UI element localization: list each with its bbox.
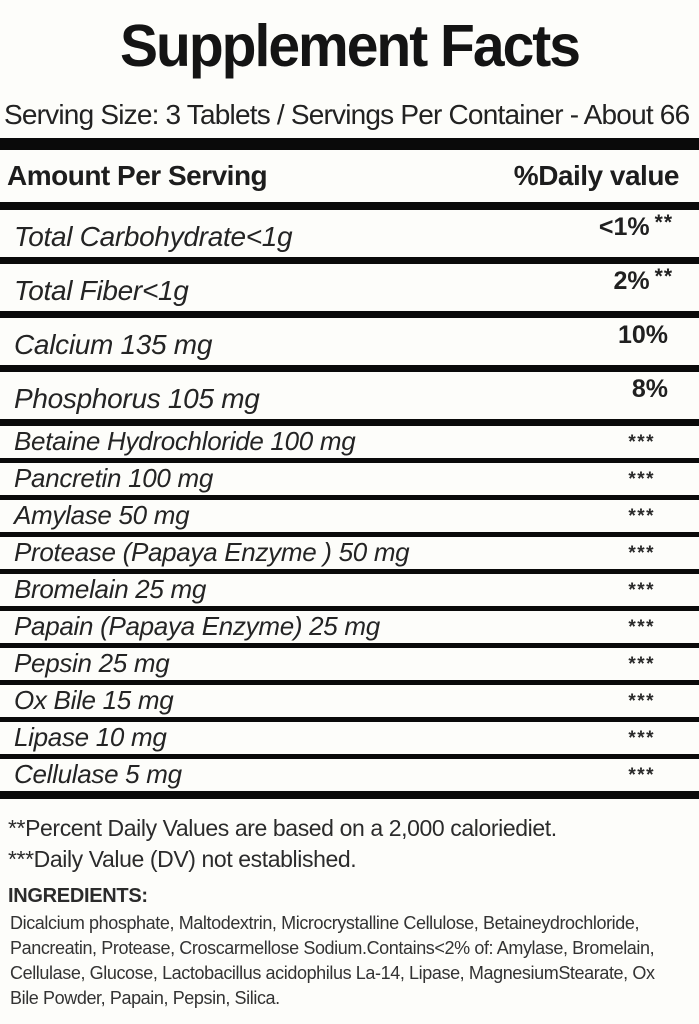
table-header-row (0, 150, 699, 202)
ingredients-list: Dicalcium phosphate, Maltodextrin, Microcrystalline Cellulose, Betaineydrochloride, Pancreatin, Protease, Croscarmellose Sodium.Contains<2% of: Amylase, Bromelain, Cellulase, Glucose, Lactobacillus acidophilus La-14, Lipase, MagnesiumStearate, Ox Bile Powder, Papain, Pepsin, Silica. (10, 913, 655, 1008)
daily-value-cell (628, 685, 699, 717)
daily-value-cell (628, 463, 699, 495)
daily-value-cell (614, 264, 699, 311)
daily-value-asterisks: ** (654, 211, 673, 234)
daily-value-asterisks: *** (628, 469, 655, 490)
daily-value-number: 8% (631, 375, 668, 403)
daily-value-cell (628, 648, 699, 680)
table-row (0, 722, 699, 754)
table-row (0, 318, 699, 365)
nutrient-name: Protease (Papaya Enzyme ) 50 mg (14, 537, 410, 567)
nutrient-name: Total Carbohydrate<1g (14, 221, 293, 252)
table-row (0, 574, 699, 606)
daily-value-cell (618, 318, 699, 365)
page-title: Supplement Facts (120, 12, 579, 80)
nutrient-name: Betaine Hydrochloride 100 mg (14, 426, 356, 456)
table-row (0, 611, 699, 643)
nutrient-name: Calcium 135 mg (14, 329, 213, 360)
daily-value-asterisks: *** (628, 580, 655, 601)
daily-value-asterisks: *** (628, 543, 655, 564)
row-divider (0, 791, 699, 799)
daily-value-cell (628, 759, 699, 791)
row-divider (0, 365, 699, 372)
nutrient-name: Ox Bile 15 mg (14, 685, 174, 715)
daily-value-cell (628, 500, 699, 532)
table-row (0, 426, 699, 458)
footnotes (0, 799, 699, 875)
nutrient-name: Lipase 10 mg (14, 722, 167, 752)
nutrient-name: Amylase 50 mg (14, 500, 190, 530)
ingredients-heading: INGREDIENTS: (8, 885, 148, 907)
daily-value-cell (628, 426, 699, 458)
amount-per-serving-label: Amount Per Serving (7, 160, 268, 191)
nutrient-name: Cellulase 5 mg (14, 759, 182, 789)
table-row (0, 372, 699, 419)
daily-value-asterisks: *** (628, 728, 655, 749)
nutrient-rows (0, 210, 699, 799)
row-divider (0, 311, 699, 318)
nutrient-name: Pepsin 25 mg (14, 648, 170, 678)
nutrient-name: Papain (Papaya Enzyme) 25 mg (14, 611, 380, 641)
daily-value-asterisks: *** (628, 617, 655, 638)
nutrient-name: Bromelain 25 mg (14, 574, 207, 604)
daily-value-asterisks: *** (628, 506, 655, 527)
table-row (0, 500, 699, 532)
nutrient-name: Total Fiber<1g (14, 275, 189, 306)
row-divider (0, 419, 699, 426)
daily-value-cell (632, 372, 699, 419)
daily-value-footnote: **Percent Daily Values are based on a 2,000 caloriediet. (8, 815, 557, 841)
table-row (0, 685, 699, 717)
table-row (0, 537, 699, 569)
daily-value-asterisks: *** (628, 765, 655, 786)
daily-value-number: 2% (613, 267, 650, 295)
daily-value-cell (628, 722, 699, 754)
daily-value-asterisks: *** (628, 691, 655, 712)
table-row (0, 648, 699, 680)
divider-under-header (0, 202, 699, 210)
daily-value-cell (628, 611, 699, 643)
daily-value-cell (599, 210, 699, 257)
daily-value-cell (628, 574, 699, 606)
daily-value-number: 10% (617, 321, 668, 349)
serving-size-line: Serving Size: 3 Tablets / Servings Per Container - About 66 (4, 99, 690, 130)
daily-value-asterisks: *** (628, 432, 655, 453)
nutrient-name: Phosphorus 105 mg (14, 383, 260, 414)
table-row (0, 463, 699, 495)
daily-value-header-label: %Daily value (513, 160, 679, 191)
row-divider (0, 257, 699, 264)
daily-value-asterisks: ** (654, 265, 673, 288)
not-established-footnote: ***Daily Value (DV) not established. (8, 846, 357, 872)
table-row (0, 264, 699, 311)
daily-value-number: <1% (598, 213, 650, 241)
divider-thick-top (0, 138, 699, 150)
table-row (0, 210, 699, 257)
daily-value-cell (628, 537, 699, 569)
nutrient-name: Pancretin 100 mg (14, 463, 213, 493)
daily-value-asterisks: *** (628, 654, 655, 675)
table-row (0, 759, 699, 791)
